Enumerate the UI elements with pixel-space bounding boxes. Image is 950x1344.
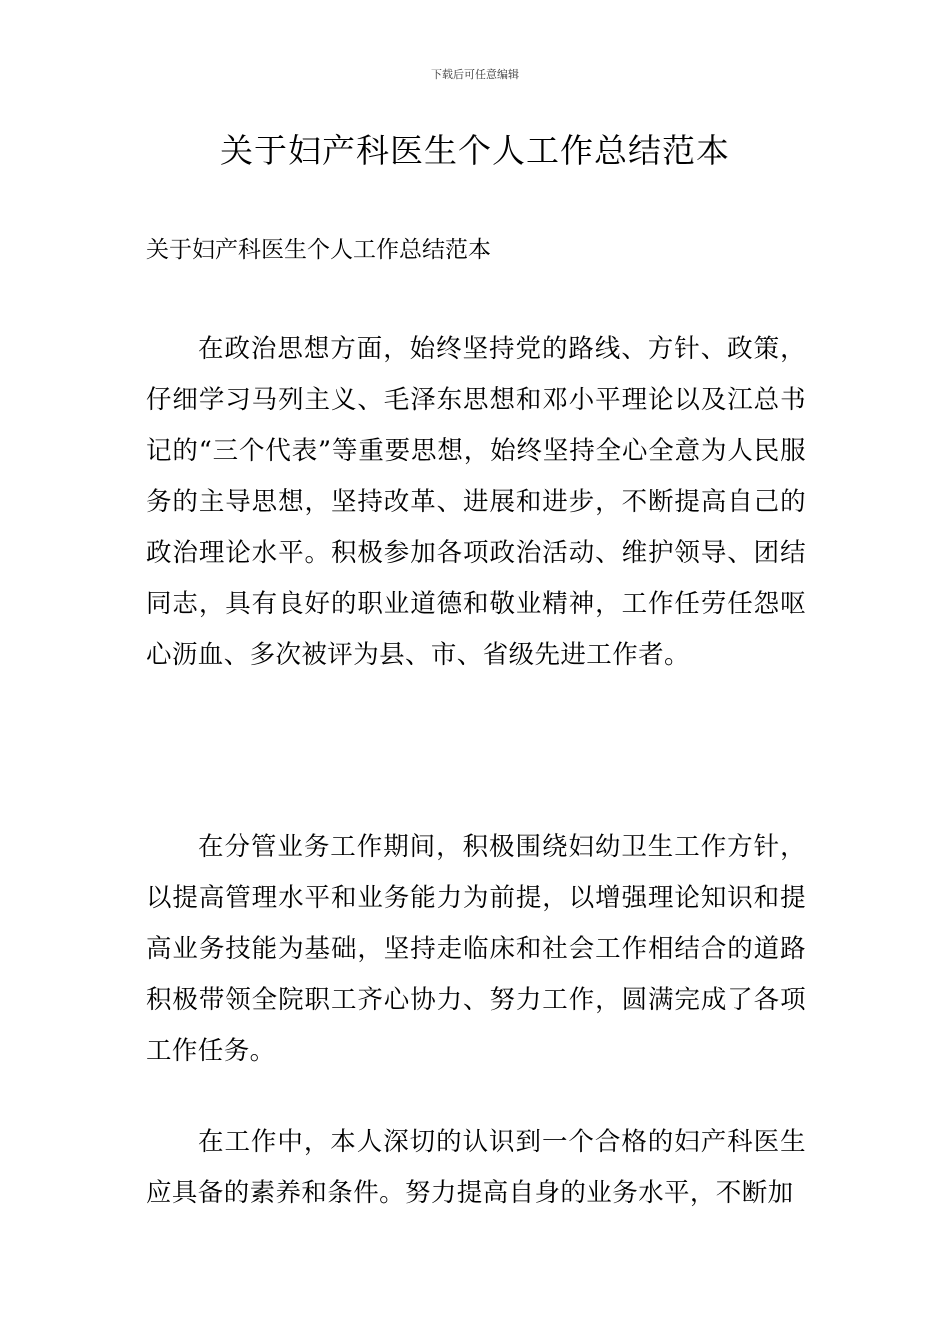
paragraph-political-thought: 在政治思想方面，始终坚持党的路线、方针、政策，仔细学习马列主义、毛泽东思想和邓小平理论以及江总书记的“三个代表”等重要思想，始终坚持全心全意为人民服务的主导思想，坚持改革、进展和进步，不断提高自己的政治理论水平。积极参加各项政治活动、维护领导、团结同志，具有良好的职业道德和敬业精神，工作任劳任怨呕心沥血、多次被评为县、市、省级先进工作者。: [146, 334, 806, 670]
document-title: 关于妇产科医生个人工作总结范本: [220, 131, 730, 170]
header-note: 下载后可任意编辑: [431, 68, 519, 81]
paragraph-business-work: 在分管业务工作期间，积极围绕妇幼卫生工作方针，以提高管理水平和业务能力为前提，以增强理论知识和提高业务技能为基础，坚持走临床和社会工作相结合的道路积极带领全院职工齐心协力、努力工作，圆满完成了各项工作任务。: [146, 832, 806, 1066]
document-subtitle: 关于妇产科医生个人工作总结范本: [146, 237, 491, 263]
paragraph-work-awareness: 在工作中，本人深切的认识到一个合格的妇产科医生应具备的素养和条件。努力提高自身的业务水平，不断加: [146, 1127, 806, 1208]
